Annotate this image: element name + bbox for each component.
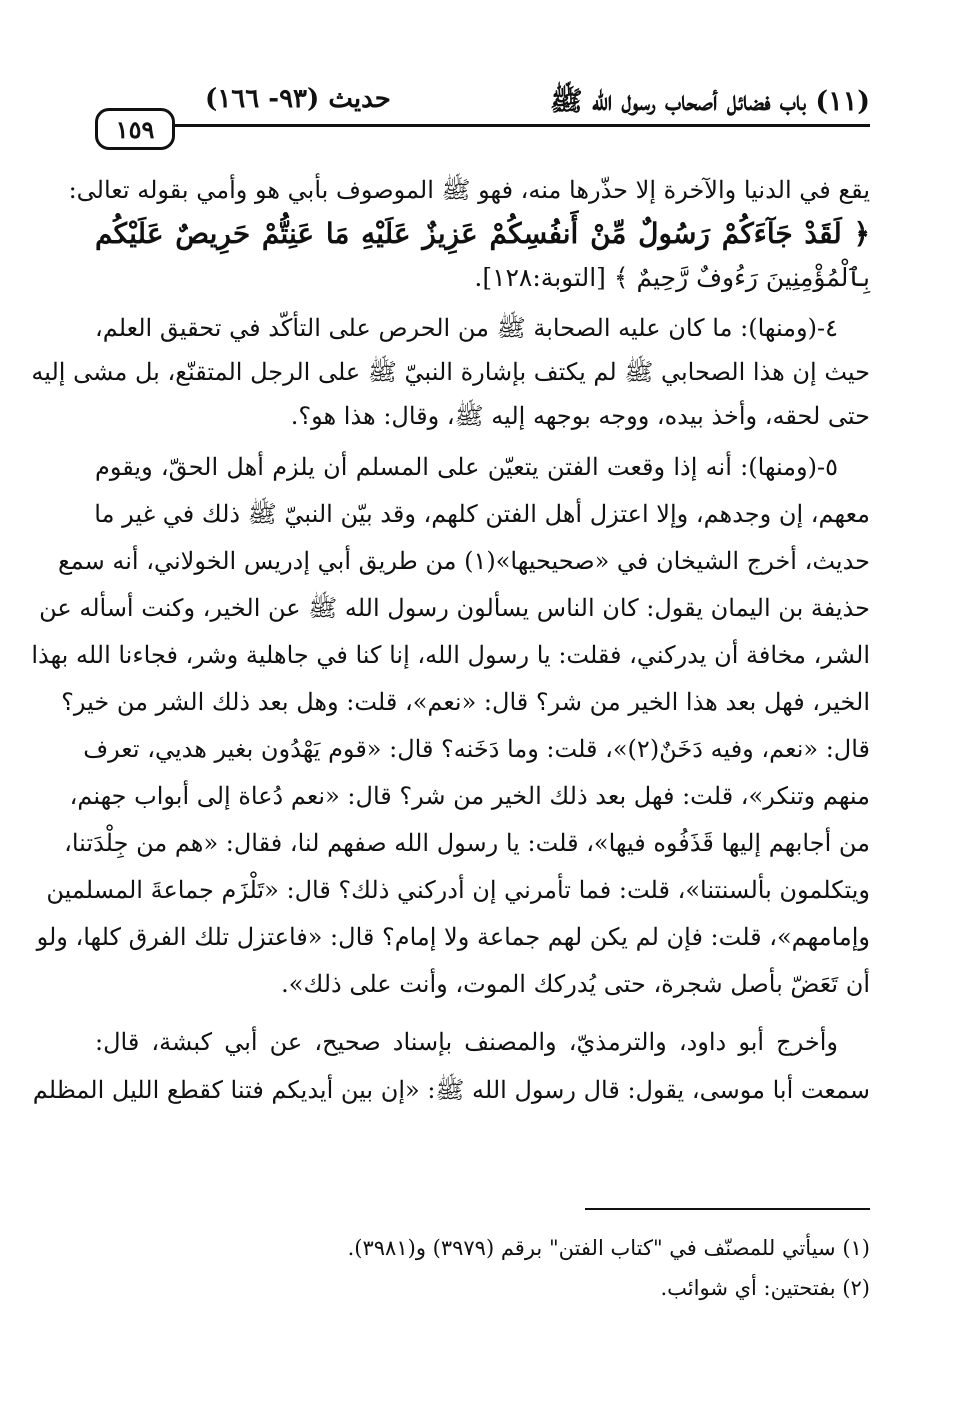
footnote-rule <box>585 1208 870 1210</box>
text-line: وأخرج أبو داود، والترمذيّ، والمصنف بإسناد صحيح، عن أبي كبشة، قال: <box>95 1028 838 1056</box>
text-line: الشر، مخافة أن يدركني، فقلت: يا رسول الله، إنا كنا في جاهلية وشر، فجاءنا الله بهذا <box>31 641 870 669</box>
text-line: حديث، أخرج الشيخان في «صحيحيها»(١) من طريق أبي إدريس الخولاني، أنه سمع <box>57 547 870 575</box>
text-line: حتى لحقه، وأخذ بيده، ووجه بوجهه إليه ﷺ، وقال: هذا هو؟. <box>290 402 870 430</box>
main-text <box>31 168 870 1114</box>
text-line: حيث إن هذا الصحابي ﷺ لم يكتف بإشارة النبيّ ﷺ على الرجل المتقنّع، بل مشى إليه <box>31 358 870 386</box>
quran-verse-line: بِٱلْمُؤْمِنِينَ رَءُوفٌ رَّحِيمٌ ﴾ [التوبة:١٢٨]. <box>474 263 870 292</box>
text-line: سمعت أبا موسى، يقول: قال رسول الله ﷺ: «إن بين أيديكم فتنا كقطع الليل المظلم <box>32 1076 870 1104</box>
text-line: يقع في الدنيا والآخرة إلا حذّرها منه، فهو ﷺ الموصوف بأبي هو وأمي بقوله تعالى: <box>68 176 870 204</box>
page-number <box>95 108 175 150</box>
page-number-text: ١٥٩ <box>115 114 155 144</box>
text-line: ٤-(ومنها): ما كان عليه الصحابة ﷺ من الحرص على التأكّد في تحقيق العلم، <box>95 314 838 342</box>
text-line: قال: «نعم، وفيه دَخَنٌ(٢)»، قلت: وما دَخَنه؟ قال: «قوم يَهْدُون بغير هديي، تعرف <box>83 735 870 763</box>
text-line: من أجابهم إليها قَذَفُوه فيها»، قلت: يا رسول الله صفهم لنا، فقال: «هم من جِلْدَتنا، <box>64 829 870 857</box>
hadith-range: حديث (٩٣- ١٦٦) <box>205 84 391 114</box>
text-line: أن تَعَضّ بأصل شجرة، حتى يُدركك الموت، وأنت على ذلك». <box>281 970 870 998</box>
paragraph-2 <box>31 306 870 438</box>
text-line: الخير، فهل بعد هذا الخير من شر؟ قال: «نعم»، قلت: وهل بعد ذلك الشر من خير؟ <box>61 688 870 716</box>
footnote-2: (٢) بفتحتين: أي شوائب. <box>660 1276 870 1300</box>
header-rule <box>95 124 870 127</box>
footnotes <box>95 1228 870 1308</box>
text-line: معهم، إن وجدهم، وإلا اعتزل أهل الفتن كلهم، وقد بيّن النبيّ ﷺ ذلك في غير ما <box>94 500 870 528</box>
text-line: منهم وتنكر»، قلت: فهل بعد ذلك الخير من شر؟ قال: «نعم دُعاة إلى أبواب جهنم، <box>69 782 870 810</box>
running-header <box>95 78 870 122</box>
paragraph-4 <box>32 1018 870 1114</box>
text-line: وإمامهم»، قلت: فإن لم يكن لهم جماعة ولا إمام؟ قال: «فاعتزل تلك الفرق كلها، ولو <box>36 923 870 951</box>
quran-verse-line: ﴿ لَقَدْ جَآءَكُمْ رَسُولٌ مِّنْ أَنفُسِكُمْ عَزِيزٌ عَلَيْهِ مَا عَنِتُّمْ حَرِيصٌ عَلَيْكُم <box>95 217 870 250</box>
paragraph-1 <box>68 168 870 300</box>
text-line: ويتكلمون بألسنتنا»، قلت: فما تأمرني إن أدركني ذلك؟ قال: «تَلْزَم جماعةَ المسلمين <box>46 876 870 904</box>
chapter-title: (١١) باب فضائل أصحاب رسول الله ﷺ <box>549 86 870 117</box>
paragraph-3 <box>31 444 870 1008</box>
footnote-1: (١) سيأتي للمصنّف في "كتاب الفتن" برقم (٣٩٧٩) و(٣٩٨١). <box>347 1236 870 1260</box>
text-line: حذيفة بن اليمان يقول: كان الناس يسألون رسول الله ﷺ عن الخير، وكنت أسأله عن <box>39 594 870 622</box>
text-line: ٥-(ومنها): أنه إذا وقعت الفتن يتعيّن على المسلم أن يلزم أهل الحقّ، ويقوم <box>95 453 838 481</box>
